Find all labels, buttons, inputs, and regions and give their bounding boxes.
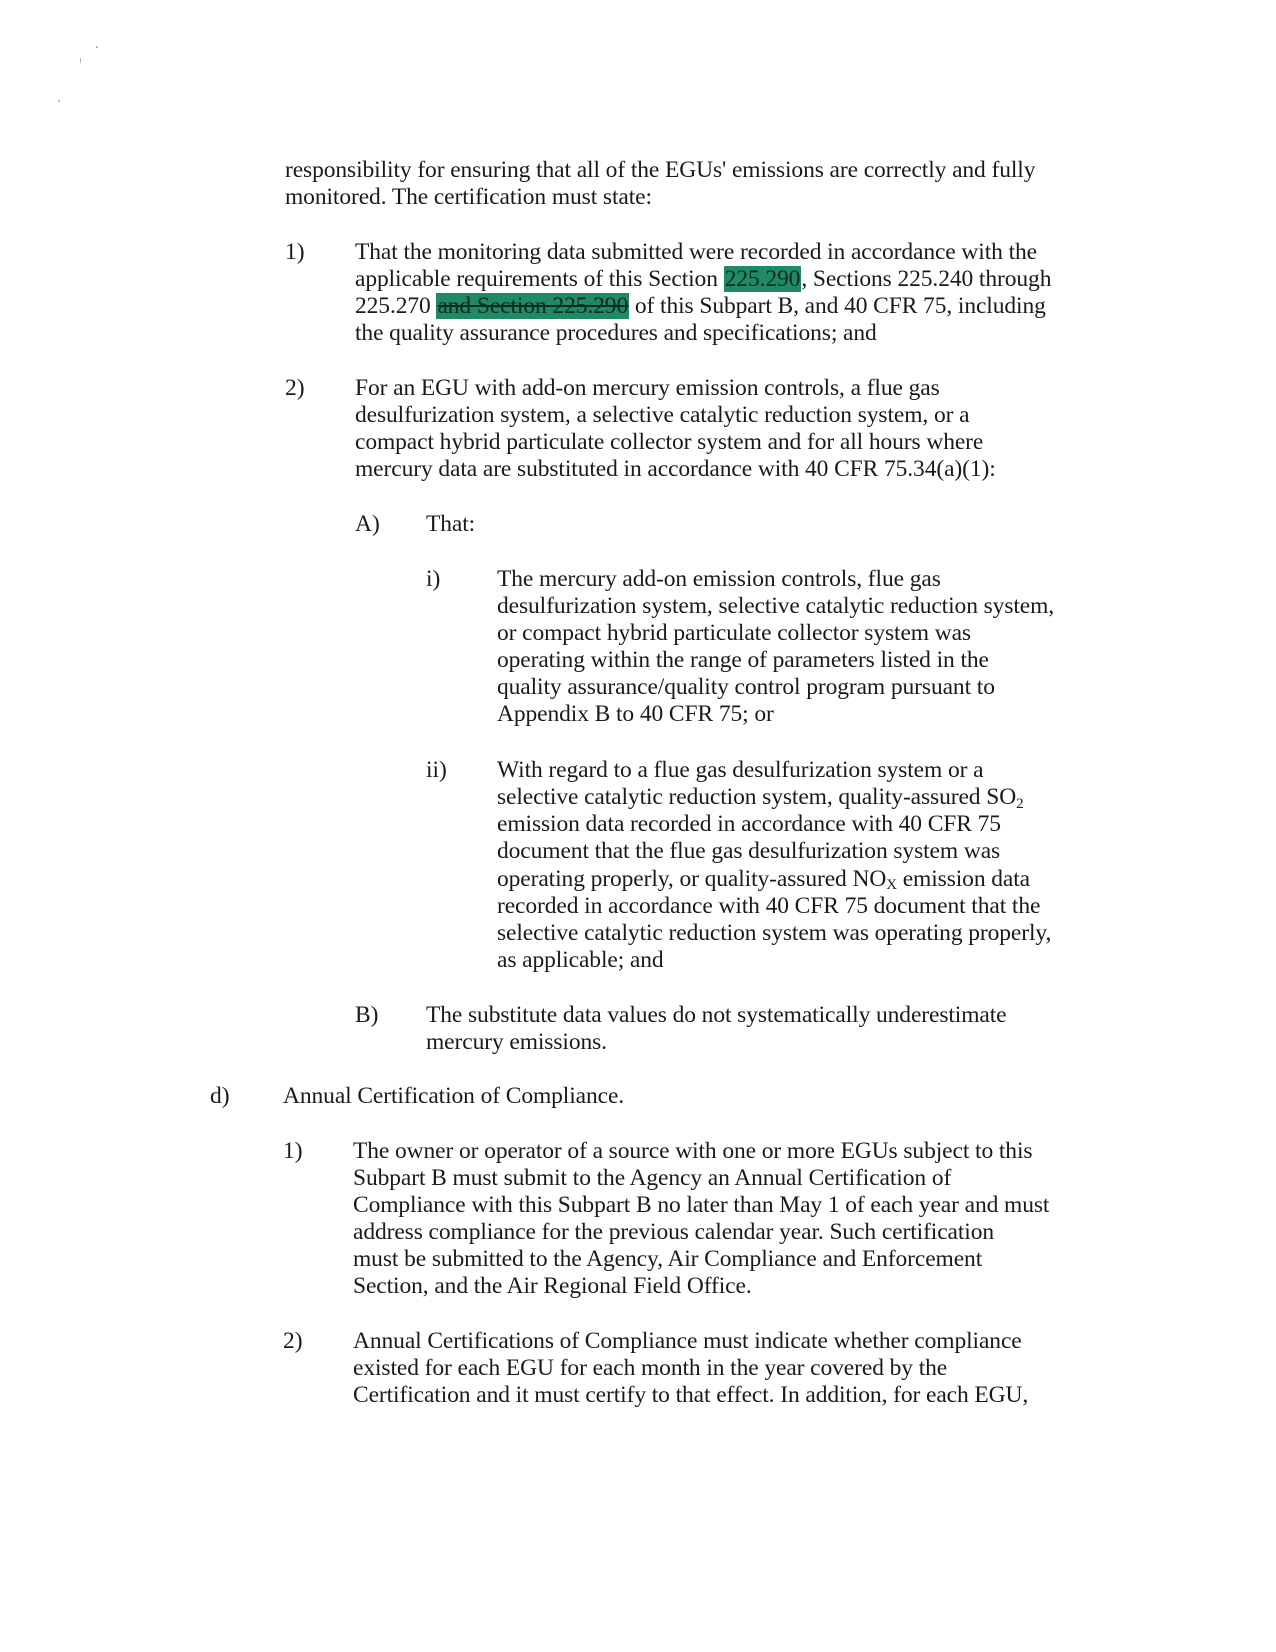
text-line: Subpart B must submit to the Agency an Annual Certification of (353, 1165, 952, 1191)
item-marker: 2) (283, 1328, 303, 1354)
section-heading: Annual Certification of Compliance. (283, 1083, 625, 1109)
text-line: or compact hybrid particulate collector system was (497, 620, 971, 646)
text-line: Annual Certifications of Compliance must indicate whether compliance (353, 1328, 1022, 1354)
text-line: mercury data are substituted in accordance with 40 CFR 75.34(a)(1): (355, 456, 996, 482)
item-marker: 1) (285, 239, 305, 265)
text-line: mercury emissions. (426, 1029, 607, 1055)
scan-speck (96, 46, 98, 48)
text-line: existed for each EGU for each month in the year covered by the (353, 1355, 948, 1381)
text-line: applicable requirements of this Section 225.290, Sections 225.240 through (355, 266, 1052, 292)
text-line: The substitute data values do not systematically underestimate (426, 1002, 1007, 1028)
highlighted-deletion: and Section 225.290 (437, 293, 629, 319)
text-line: That: (426, 511, 476, 537)
text-line: recorded in accordance with 40 CFR 75 document that the (497, 893, 1041, 919)
text-line: address compliance for the previous calendar year. Such certification (353, 1219, 995, 1245)
item-marker: B) (355, 1002, 379, 1028)
text-line: The owner or operator of a source with one or more EGUs subject to this (353, 1138, 1033, 1164)
text-line: Appendix B to 40 CFR 75; or (497, 701, 774, 727)
text-line: selective catalytic reduction system was operating properly, (497, 920, 1052, 946)
text-line: operating properly, or quality-assured NOX emission data (497, 866, 1030, 893)
text-line: desulfurization system, a selective catalytic reduction system, or a (355, 402, 970, 428)
text-line: quality assurance/quality control program pursuant to (497, 674, 995, 700)
scan-speck (58, 100, 60, 102)
item-marker: i) (426, 566, 441, 592)
text-line: the quality assurance procedures and specifications; and (355, 320, 877, 346)
highlighted-insertion: 225.290 (724, 266, 801, 292)
text-line: The mercury add-on emission controls, flue gas (497, 566, 941, 592)
text-line: responsibility for ensuring that all of the EGUs' emissions are correctly and fully (285, 157, 1036, 183)
text-line: Section, and the Air Regional Field Office. (353, 1273, 752, 1299)
item-marker: ii) (426, 757, 447, 783)
text-line: With regard to a flue gas desulfurization system or a (497, 757, 984, 783)
text-line: compact hybrid particulate collector system and for all hours where (355, 429, 984, 455)
text-line: document that the flue gas desulfurization system was (497, 838, 1001, 864)
text-line: 225.270 and Section 225.290 of this Subpart B, and 40 CFR 75, including (355, 293, 1046, 319)
text-line: must be submitted to the Agency, Air Compliance and Enforcement (353, 1246, 983, 1272)
text-line: Certification and it must certify to that effect. In addition, for each EGU, (353, 1382, 1029, 1408)
text-line: operating within the range of parameters listed in the (497, 647, 989, 673)
section-marker: d) (210, 1083, 230, 1109)
item-marker: A) (355, 511, 380, 537)
text-line: desulfurization system, selective catalytic reduction system, (497, 593, 1055, 619)
text-line: selective catalytic reduction system, quality-assured $SO_2$ (497, 784, 1024, 812)
text-line: Compliance with this Subpart B no later than May 1 of each year and must (353, 1192, 1050, 1218)
scan-speck (80, 58, 81, 63)
text-line: as applicable; and (497, 947, 664, 973)
text-line: That the monitoring data submitted were recorded in accordance with the (355, 239, 1037, 265)
text-line: For an EGU with add-on mercury emission controls, a flue gas (355, 375, 940, 401)
text-line: monitored. The certification must state: (285, 184, 652, 210)
item-marker: 1) (283, 1138, 303, 1164)
item-marker: 2) (285, 375, 305, 401)
text-line: emission data recorded in accordance with 40 CFR 75 (497, 811, 1001, 837)
